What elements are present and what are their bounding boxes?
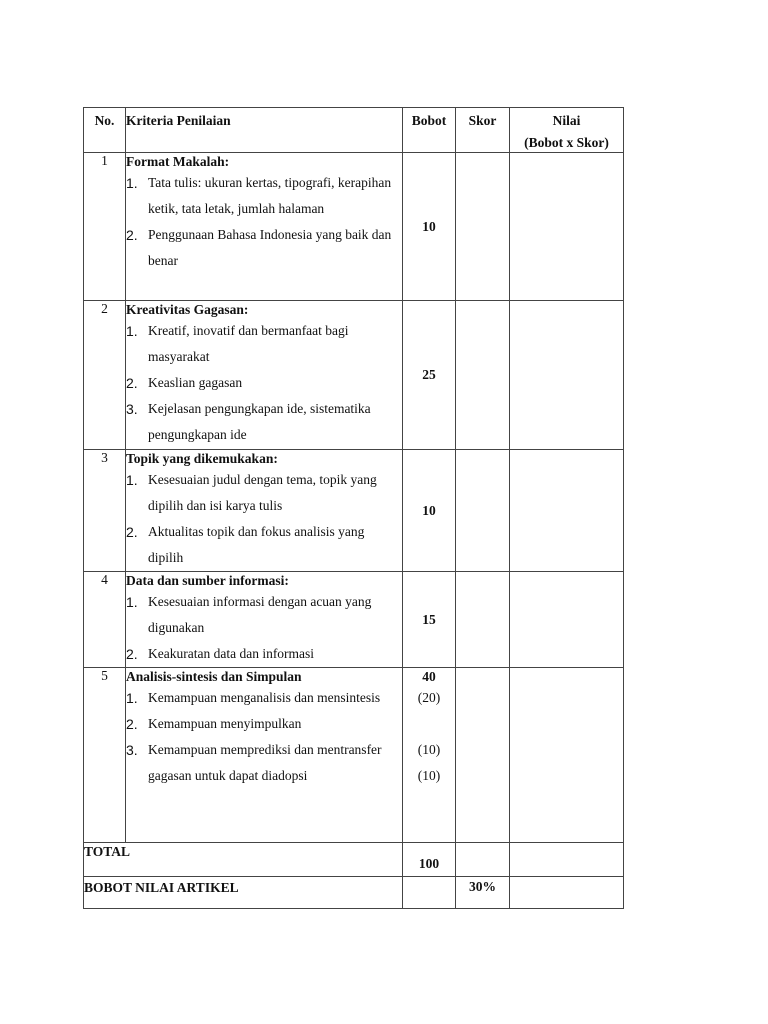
- list-marker: 3.: [126, 401, 138, 417]
- list-item-text: Kemampuan menganalisis dan mensintesis: [148, 690, 381, 705]
- row-bobot: [403, 301, 456, 450]
- row-bobot: [403, 668, 456, 843]
- criteria-list: [126, 685, 402, 789]
- row-nilai-cell: [510, 668, 624, 843]
- bobot-value: 40: [422, 669, 436, 684]
- bobot-value: 15: [422, 611, 436, 627]
- list-marker: 2.: [126, 524, 138, 540]
- list-item: [126, 685, 402, 711]
- list-marker: 2.: [126, 227, 138, 243]
- table-row: [84, 450, 624, 572]
- bobot-value: 10: [422, 502, 436, 518]
- artikel-nilai-cell: [510, 877, 624, 909]
- list-item-text: Tata tulis: ukuran kertas, tipografi, kerapihan ketik, tata letak, jumlah halaman: [148, 175, 392, 216]
- row-skor-cell: [456, 572, 510, 668]
- row-bobot: [403, 153, 456, 301]
- artikel-skor: 30%: [456, 877, 510, 909]
- total-row: [84, 843, 624, 877]
- sub-bobot-spacer: [403, 711, 455, 737]
- table-row: [84, 668, 624, 843]
- row-bobot: [403, 450, 456, 572]
- header-skor: Skor: [456, 108, 510, 153]
- artikel-label: BOBOT NILAI ARTIKEL: [84, 877, 403, 909]
- list-marker: 2.: [126, 716, 138, 732]
- list-item-text: Kesesuaian informasi dengan acuan yang digunakan: [148, 594, 372, 635]
- header-kriteria: Kriteria Penilaian: [126, 108, 403, 153]
- list-item-text: Kesesuaian judul dengan tema, topik yang dipilih dan isi karya tulis: [148, 472, 377, 513]
- row-nilai-cell: [510, 450, 624, 572]
- artikel-bobot-cell: [403, 877, 456, 909]
- list-marker: 1.: [126, 594, 138, 610]
- list-marker: 1.: [126, 690, 138, 706]
- list-item: [126, 222, 402, 274]
- list-item: [126, 519, 402, 571]
- artikel-row: [84, 877, 624, 909]
- row-skor-cell: [456, 668, 510, 843]
- bobot-value: 25: [422, 367, 436, 382]
- table-row: [84, 301, 624, 450]
- total-label: TOTAL: [84, 843, 403, 877]
- row-nilai-cell: [510, 301, 624, 450]
- list-item: [126, 737, 402, 789]
- header-nilai-line2: (Bobot x Skor): [524, 135, 609, 150]
- list-marker: 3.: [126, 742, 138, 758]
- row-criteria: [126, 153, 403, 301]
- header-nilai: [510, 108, 624, 153]
- row-skor-cell: [456, 153, 510, 301]
- criteria-list: [126, 318, 402, 448]
- list-item: [126, 641, 402, 667]
- row-nilai-cell: [510, 572, 624, 668]
- criteria-list: [126, 170, 402, 274]
- total-bobot: 100: [403, 843, 456, 877]
- criteria-title: Data dan sumber informasi:: [126, 573, 289, 588]
- list-item-text: Aktualitas topik dan fokus analisis yang dipilih: [148, 524, 365, 565]
- row-skor-cell: [456, 450, 510, 572]
- row-number: 5: [84, 668, 126, 843]
- list-marker: 1.: [126, 175, 138, 191]
- criteria-title: Kreativitas Gagasan:: [126, 302, 249, 317]
- row-criteria: [126, 301, 403, 450]
- list-marker: 1.: [126, 472, 138, 488]
- list-item: [126, 396, 402, 448]
- header-bobot: Bobot: [403, 108, 456, 153]
- row-number: 3: [84, 450, 126, 572]
- bobot-value: 10: [422, 218, 436, 234]
- table-header-row: [84, 108, 624, 153]
- total-skor-cell: [456, 843, 510, 877]
- list-item: [126, 467, 402, 519]
- criteria-title: Format Makalah:: [126, 154, 230, 169]
- criteria-list: [126, 467, 402, 571]
- header-nilai-line1: Nilai: [552, 113, 581, 128]
- row-nilai-cell: [510, 153, 624, 301]
- list-marker: 2.: [126, 375, 138, 391]
- row-skor-cell: [456, 301, 510, 450]
- list-item-text: Kreatif, inovatif dan bermanfaat bagi masyarakat: [148, 323, 349, 364]
- sub-bobot-value: (10): [417, 768, 441, 783]
- table-row: [84, 572, 624, 668]
- row-bobot: [403, 572, 456, 668]
- table-row: [84, 153, 624, 301]
- row-criteria: [126, 450, 403, 572]
- list-marker: 2.: [126, 646, 138, 662]
- list-item-text: Kejelasan pengungkapan ide, sistematika pengungkapan ide: [148, 401, 371, 442]
- list-item: [126, 370, 402, 396]
- row-number: 4: [84, 572, 126, 668]
- criteria-title: Topik yang dikemukakan:: [126, 451, 278, 466]
- sub-bobot-value: (10): [417, 742, 441, 757]
- list-marker: 1.: [126, 323, 138, 339]
- header-no: No.: [84, 108, 126, 153]
- sub-bobot-value: (20): [417, 690, 441, 705]
- total-nilai-cell: [510, 843, 624, 877]
- list-item: [126, 318, 402, 370]
- row-criteria: [126, 572, 403, 668]
- list-item-text: Penggunaan Bahasa Indonesia yang baik dan benar: [148, 227, 392, 268]
- list-item-text: Kemampuan memprediksi dan mentransfer gagasan untuk dapat diadopsi: [148, 742, 382, 783]
- list-item-text: Keaslian gagasan: [148, 375, 243, 390]
- list-item-text: Kemampuan menyimpulkan: [148, 716, 302, 731]
- row-number: 1: [84, 153, 126, 301]
- assessment-rubric-table: [83, 107, 624, 909]
- list-item: [126, 589, 402, 641]
- criteria-list: [126, 589, 402, 667]
- row-criteria: [126, 668, 403, 843]
- row-number: 2: [84, 301, 126, 450]
- list-item-text: Keakuratan data dan informasi: [148, 646, 315, 661]
- list-item: [126, 711, 402, 737]
- list-item: [126, 170, 402, 222]
- criteria-title: Analisis-sintesis dan Simpulan: [126, 669, 302, 684]
